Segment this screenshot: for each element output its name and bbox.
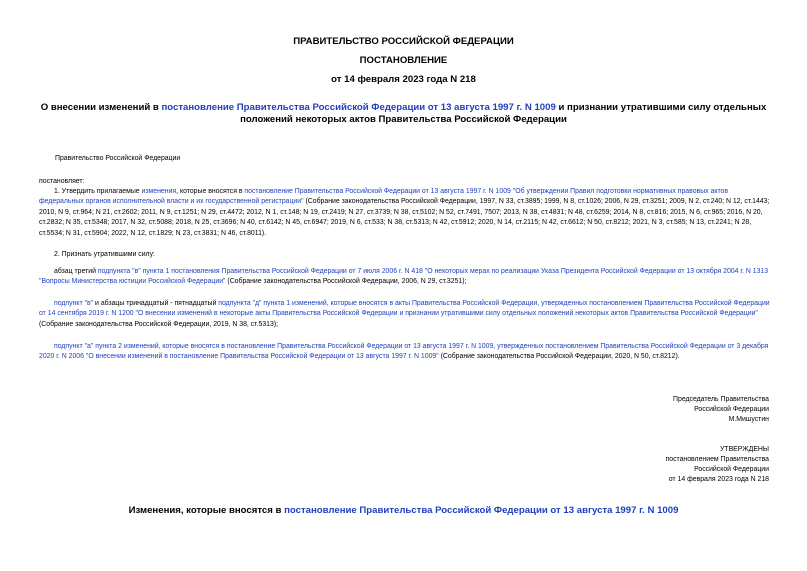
approved-line-2: постановлением Правительства <box>665 456 769 463</box>
item-1-text-c: (Собрание законодательства Российской Федерации, 1997, N 33, ст.3895; 1999, N 8, ст.1026; 2006, N 29, ст.3251; 2009, N 2, ст.240; N 12, ст.1443; 2010, N 9, ст.964; N 21, ст.2602; 2011, N 9, ст.1251; N 29, ст.4472; 2012, N 1, ст.148; N 19, ст.2419; N 27, ст.3739; N 38, ст.5102; N 52, ст.7491, 7507; 2013, N 38, ст.4831; N 48, ст.6259; 2014, N 8, ст.816; 2015, N 6, ст.965; 2016, N 20, ст.2832; N 35, ст.5348; 2017, N 32, ст.5088; 2018, N 25, ст.3696; N 40, ст.6142; N 45, ст.6947; 2019, N 6, ст.533; N 38, ст.5313; N 42, ст.5912; 2020, N 14, ст.2115; N 42, ст.6612; N 50, ст.8212; 2021, N 3, ст.585; N 13, ст.2241; N 28, ст.5534; N 31, ст.5904; 2022, N 12, ст.1829; N 23, ст.3831; N 46, ст.8011). <box>39 198 770 237</box>
subject-link[interactable]: постановление Правительства Российской Федерации от 13 августа 1997 г. N 1009 <box>161 102 556 113</box>
subject-suffix: и признании утратившими силу отдельных положений некоторых актов Правительства Российской Федерации <box>240 102 767 125</box>
item-1-link-changes[interactable]: изменения <box>141 188 177 195</box>
government-heading: ПРАВИТЕЛЬСТВО РОССИЙСКОЙ ФЕДЕРАЦИИ <box>293 36 514 47</box>
changes-link[interactable]: постановление Правительства Российской Федерации от 13 августа 1997 г. N 1009 <box>284 505 679 516</box>
changes-prefix: Изменения, которые вносятся в <box>128 505 285 516</box>
date-line: от 14 февраля 2023 года N 218 <box>331 74 476 85</box>
repeal-2-text-a: и абзацы тринадцатый - пятнадцатый <box>93 300 219 307</box>
changes-heading <box>40 505 767 517</box>
signature-title-1: Председатель Правительства <box>673 396 769 403</box>
repeal-3-text-b: (Собрание законодательства Российской Федерации, 2020, N 50, ст.8212). <box>438 353 680 361</box>
item-2: 2. Признать утратившими силу: <box>54 251 155 258</box>
repeal-paragraph-3 <box>39 342 771 363</box>
signature-block <box>509 395 769 425</box>
subject-prefix: О внесении изменений в <box>40 102 162 113</box>
government-line: Правительство Российской Федерации <box>55 155 181 162</box>
repeal-paragraph-1 <box>39 267 771 288</box>
item-1 <box>39 187 771 239</box>
approved-line-1: УТВЕРЖДЕНЫ <box>720 446 769 453</box>
approved-line-4: от 14 февраля 2023 года N 218 <box>668 476 769 483</box>
subject-heading <box>40 102 767 126</box>
item-1-text-b: , которые вносятся в <box>176 188 245 195</box>
signature-title-2: Российской Федерации <box>694 406 769 413</box>
repeal-2-link-b[interactable]: подпункта "д" пункта 1 изменений, которые вносятся в акты Правительства Российской Федерации, утвержденных постановлением Правительства Российской Федерации от 14 сентября 2019 г. N 1200 "О внесении изменений в некоторые акты Правительства Российской Федерации и признании утратившими силу отдельных положений некоторых актов Правительства Российской Федерации" <box>39 300 770 318</box>
signature-name: М.Мишустин <box>728 416 769 423</box>
repeal-3-link[interactable]: подпункт "а" пункта 2 изменений, которые вносятся в постановление Правительства Российской Федерации от 13 августа 1997 г. N 1009, утвержденных постановлением Правительства Российской Федерации от 3 декабря 2020 г. N 2006 "О внесении изменений в постановление Правительства Российской Федерации от 13 августа 1997 г. N 1009" <box>39 343 769 361</box>
repeal-paragraph-2 <box>39 299 771 330</box>
doc-type-heading: ПОСТАНОВЛЕНИЕ <box>359 55 448 66</box>
item-1-text-a: 1. Утвердить прилагаемые <box>54 188 142 195</box>
repeal-2-link-a[interactable]: подпункт "в" <box>54 300 94 307</box>
approved-line-3: Российской Федерации <box>694 466 769 473</box>
repeal-1-text-a: абзац третий <box>54 268 98 275</box>
repeal-2-text-b: (Собрание законодательства Российской Федерации, 2019, N 38, ст.5313); <box>39 320 279 328</box>
approved-block <box>509 445 769 485</box>
decides-line: постановляет: <box>39 178 85 185</box>
repeal-1-link[interactable]: подпункта "в" пункта 1 постановления Правительства Российской Федерации от 7 июля 2006 г. N 418 "О некоторых мерах по реализации Указа Президента Российской Федерации от 13 октября 2004 г. N 1313 "Вопросы Министерства юстиции Российской Федерации" <box>39 268 769 286</box>
item-1-link-decree[interactable]: постановление Правительства Российской Федерации от 13 августа 1997 г. N 1009 "Об утверждении Правил подготовки нормативных правовых актов федеральных органов исполнительной власти и их государственной регистрации" <box>39 188 729 206</box>
repeal-1-text-b: (Собрание законодательства Российской Федерации, 2006, N 29, ст.3251); <box>225 278 467 286</box>
